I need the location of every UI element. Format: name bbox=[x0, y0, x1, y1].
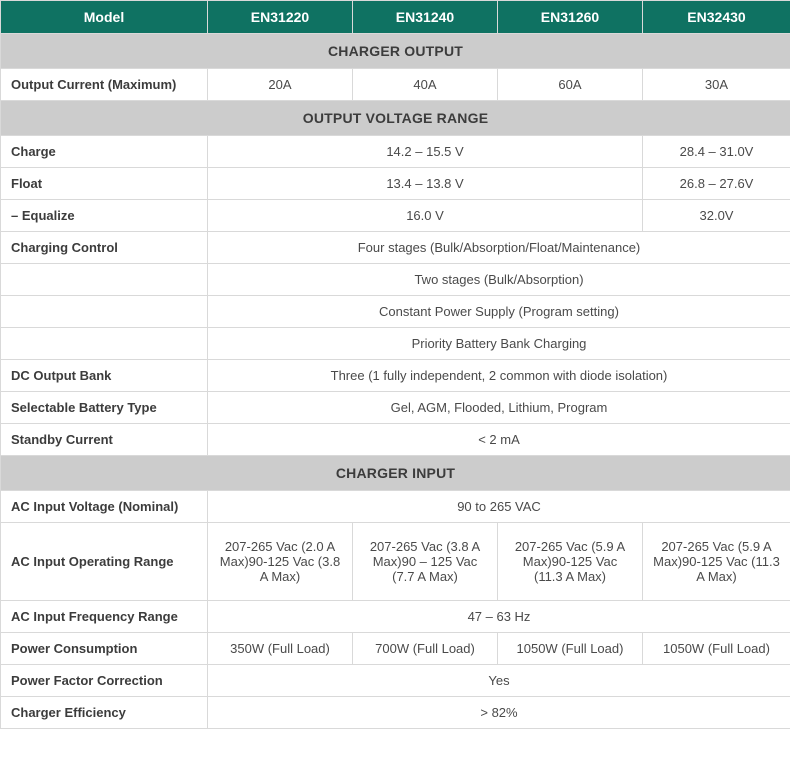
table-row bbox=[1, 200, 790, 232]
section-row-charger-input bbox=[1, 456, 790, 491]
cell-ac-input-frequency-range: 47 – 63 Hz bbox=[208, 601, 790, 633]
row-label-power-factor-correction: Power Factor Correction bbox=[1, 665, 208, 697]
table-row bbox=[1, 633, 790, 665]
row-label-ac-input-frequency-range: AC Input Frequency Range bbox=[1, 601, 208, 633]
row-label-ac-input-operating-range: AC Input Operating Range bbox=[1, 523, 208, 601]
row-label-charging-control-2 bbox=[1, 264, 208, 296]
table-row bbox=[1, 424, 790, 456]
row-label-charging-control-3 bbox=[1, 296, 208, 328]
cell-power-consumption-en31220: 350W (Full Load) bbox=[208, 633, 353, 665]
table-row bbox=[1, 328, 790, 360]
cell-ac-operating-range-en32430: 207-265 Vac (5.9 A Max)90-125 Vac (11.3 A Max) bbox=[643, 523, 790, 601]
table-row bbox=[1, 296, 790, 328]
cell-charge-en32430: 28.4 – 31.0V bbox=[643, 136, 790, 168]
row-label-charger-efficiency: Charger Efficiency bbox=[1, 697, 208, 729]
cell-output-current-en31260: 60A bbox=[498, 69, 643, 101]
cell-ac-operating-range-en31240: 207-265 Vac (3.8 A Max)90 – 125 Vac (7.7 A Max) bbox=[353, 523, 498, 601]
cell-charging-control-2: Two stages (Bulk/Absorption) bbox=[208, 264, 790, 296]
table-row bbox=[1, 136, 790, 168]
cell-output-current-en31240: 40A bbox=[353, 69, 498, 101]
cell-standby-current: < 2 mA bbox=[208, 424, 790, 456]
section-row-charger-output bbox=[1, 34, 790, 69]
cell-ac-operating-range-en31220: 207-265 Vac (2.0 A Max)90-125 Vac (3.8 A Max) bbox=[208, 523, 353, 601]
row-label-dc-output-bank: DC Output Bank bbox=[1, 360, 208, 392]
table-row bbox=[1, 168, 790, 200]
section-title-charger-output: CHARGER OUTPUT bbox=[1, 34, 790, 69]
table-row bbox=[1, 491, 790, 523]
table-row bbox=[1, 264, 790, 296]
cell-float-span: 13.4 – 13.8 V bbox=[208, 168, 643, 200]
column-header-model: Model bbox=[1, 1, 208, 34]
cell-selectable-battery-type: Gel, AGM, Flooded, Lithium, Program bbox=[208, 392, 790, 424]
row-label-output-current: Output Current (Maximum) bbox=[1, 69, 208, 101]
section-title-output-voltage-range: OUTPUT VOLTAGE RANGE bbox=[1, 101, 790, 136]
cell-charging-control-4: Priority Battery Bank Charging bbox=[208, 328, 790, 360]
row-label-selectable-battery-type: Selectable Battery Type bbox=[1, 392, 208, 424]
table-row bbox=[1, 392, 790, 424]
cell-charging-control-3: Constant Power Supply (Program setting) bbox=[208, 296, 790, 328]
cell-float-en32430: 26.8 – 27.6V bbox=[643, 168, 790, 200]
cell-equalize-en32430: 32.0V bbox=[643, 200, 790, 232]
cell-charging-control-1: Four stages (Bulk/Absorption/Float/Maintenance) bbox=[208, 232, 790, 264]
section-title-charger-input: CHARGER INPUT bbox=[1, 456, 790, 491]
table-row bbox=[1, 69, 790, 101]
cell-output-current-en32430: 30A bbox=[643, 69, 790, 101]
column-header-en32430: EN32430 bbox=[643, 1, 790, 34]
column-header-en31240: EN31240 bbox=[353, 1, 498, 34]
table-header-row bbox=[1, 1, 790, 34]
cell-power-consumption-en31260: 1050W (Full Load) bbox=[498, 633, 643, 665]
column-header-en31260: EN31260 bbox=[498, 1, 643, 34]
table-row bbox=[1, 697, 790, 729]
section-row-output-voltage-range bbox=[1, 101, 790, 136]
cell-power-consumption-en31240: 700W (Full Load) bbox=[353, 633, 498, 665]
table-row bbox=[1, 232, 790, 264]
cell-power-consumption-en32430: 1050W (Full Load) bbox=[643, 633, 790, 665]
row-label-charging-control-4 bbox=[1, 328, 208, 360]
table-row bbox=[1, 360, 790, 392]
row-label-float: Float bbox=[1, 168, 208, 200]
cell-output-current-en31220: 20A bbox=[208, 69, 353, 101]
column-header-en31220: EN31220 bbox=[208, 1, 353, 34]
row-label-charging-control: Charging Control bbox=[1, 232, 208, 264]
row-label-equalize: – Equalize bbox=[1, 200, 208, 232]
table-row bbox=[1, 601, 790, 633]
cell-ac-input-voltage: 90 to 265 VAC bbox=[208, 491, 790, 523]
cell-power-factor-correction: Yes bbox=[208, 665, 790, 697]
cell-ac-operating-range-en31260: 207-265 Vac (5.9 A Max)90-125 Vac (11.3 A Max) bbox=[498, 523, 643, 601]
row-label-charge: Charge bbox=[1, 136, 208, 168]
cell-dc-output-bank: Three (1 fully independent, 2 common with diode isolation) bbox=[208, 360, 790, 392]
table-row bbox=[1, 523, 790, 601]
table-row bbox=[1, 665, 790, 697]
cell-charge-span: 14.2 – 15.5 V bbox=[208, 136, 643, 168]
row-label-power-consumption: Power Consumption bbox=[1, 633, 208, 665]
cell-equalize-span: 16.0 V bbox=[208, 200, 643, 232]
cell-charger-efficiency: > 82% bbox=[208, 697, 790, 729]
row-label-standby-current: Standby Current bbox=[1, 424, 208, 456]
row-label-ac-input-voltage: AC Input Voltage (Nominal) bbox=[1, 491, 208, 523]
